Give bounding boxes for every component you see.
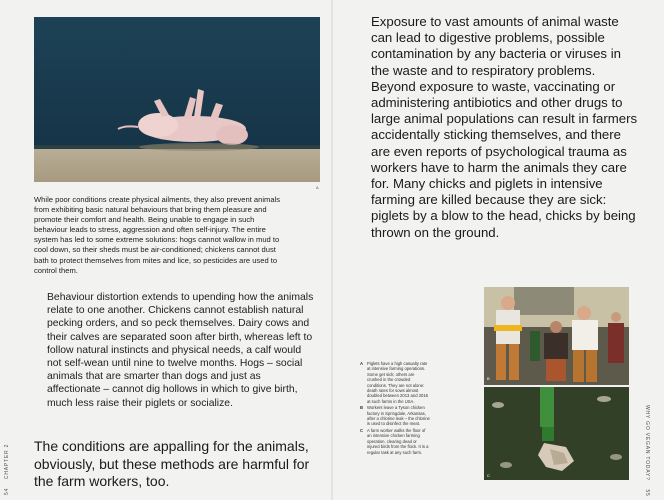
figure-letter-b: B — [487, 376, 490, 381]
caption-item — [360, 361, 430, 404]
pull-quote: The conditions are appalling for the animals, obviously, but these methods are harmful for the farm workers, too. — [34, 438, 310, 489]
caption-letter: C — [360, 427, 364, 433]
page-number-left: 54 — [4, 487, 10, 495]
body-text-left: Behaviour distortion extends to upending how the animals relate to one another. Chickens cannot establish natural pecking orders, and so peck themselves. Dairy cows and their calves are separated soon after birth, whereas left to follow natural instincts and physical needs, a calf would not self-wean until nine to twelve months. Hogs – social animals that are smarter than dogs and just as affectionate – cannot dig hollows in which to give birth, much less raise their piglets or socialize. — [47, 292, 314, 409]
caption-item — [360, 428, 430, 455]
workers-photo — [484, 287, 629, 385]
photo-caption: While poor conditions create physical ailments, they also prevent animals from exhibiting basic natural behaviours that bring them pleasure and promote their comfort and health. Being unable to engage in such behaviour leads to stress, aggression and often self-injury. The entire system has led to some extreme solutions: hogs cannot wallow in mud to cool down, so their sheds must be air-conditioned; chickens cannot dust bath to protect themselves from mites and lice, so pesticides are used to control them. — [34, 195, 281, 275]
page-number-right: 55 — [644, 489, 650, 497]
caption-letter: B — [360, 405, 364, 411]
pig-photo — [34, 17, 320, 182]
pig-photo-illustration — [34, 17, 320, 182]
figure-letter-c: C — [487, 473, 490, 478]
caption-text: Piglets have a high casualty rate at intensive farming operations. Some get sick; others are crushed in the crowded conditions. They are not alone: death rates for sows almost doubled between 2013 and 2016 at such farms in the USA. — [367, 361, 429, 404]
chicken-farm-photo — [484, 387, 629, 480]
page-gutter — [331, 0, 333, 500]
caption-letter: A — [360, 361, 364, 366]
caption-text: Workers leave a Tyson chicken factory in Springdale, Arkansas, after a chlorine leak – the chlorine is used to disinfect the meat. — [367, 405, 430, 427]
chicken-farm-photo-illustration — [484, 387, 629, 480]
photo-captions-list — [360, 361, 430, 456]
figure-letter-a: A — [316, 185, 319, 190]
book-title-label: WHY GO VEGAN TODAY? — [644, 405, 650, 481]
caption-text: A farm worker walks the floor of an intensive chicken farming operation, clearing dead or injured birds from the flock. It is a regular task at any such farm. — [367, 427, 429, 455]
caption-item — [360, 405, 430, 427]
body-text-right: Exposure to vast amounts of animal waste can lead to digestive problems, possible contamination by any bacteria or viruses in the waste and to respiratory problems. Beyond exposure to waste, vaccinating or administering antibiotics and other drugs to large animal populations can result in farmers accidentally sticking themselves, and there are even reports of psychological trauma as workers have to harm the animals they care for. Many chicks and piglets in intensive farming are killed because they are sick: piglets by a blow to the head, chicks by being thrown on the ground. — [371, 14, 638, 240]
workers-photo-illustration — [484, 287, 629, 385]
chapter-label: CHAPTER 2 — [4, 443, 10, 480]
running-footer-left — [4, 443, 22, 495]
running-footer-right — [640, 405, 652, 497]
